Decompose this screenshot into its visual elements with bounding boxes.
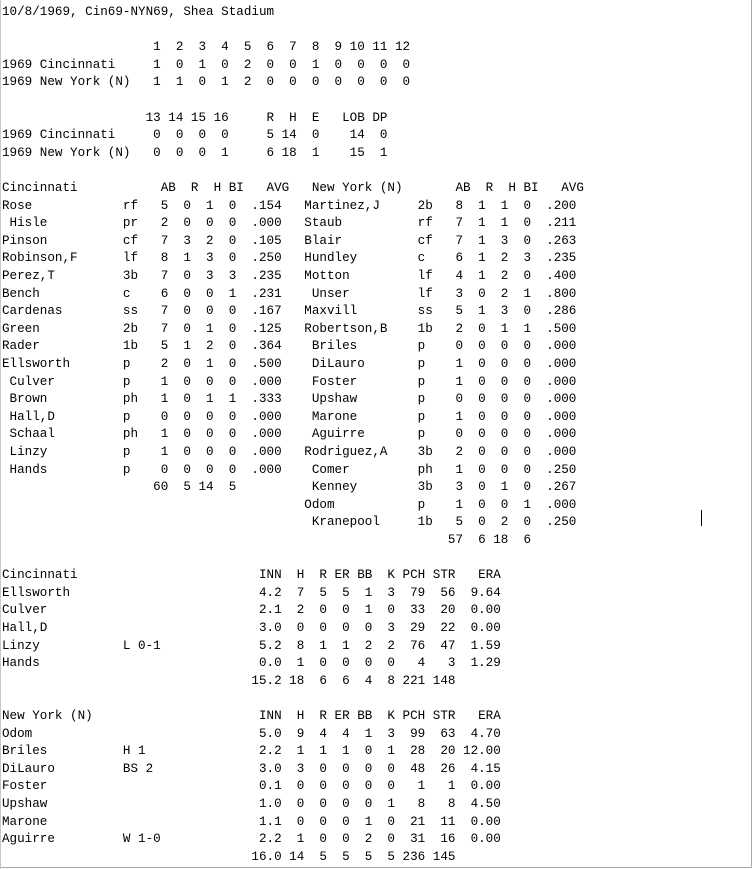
pitching-row: DiLauro BS 2 3.0 3 0 0 0 0 48 26 4.15 — [2, 761, 501, 776]
pitching-row: Culver 2.1 2 0 0 1 0 33 20 0.00 — [2, 603, 501, 618]
batting-header: Cincinnati AB R H BI AVG New York (N) AB R H BI AVG — [2, 181, 584, 195]
batting-row: Rader 1b 5 1 2 0 .364 Briles p 0 0 0 0 .000 — [2, 339, 577, 354]
batting-row: Ellsworth p 2 0 1 0 .500 DiLauro p 1 0 0 0 .000 — [2, 357, 577, 371]
pitching-row: Hands 0.0 1 0 0 0 0 4 3 1.29 — [2, 656, 501, 671]
batting-row: Kranepool 1b 5 0 2 0 .250 — [2, 515, 577, 530]
pitching-header-cincinnati: Cincinnati INN H R ER BB K PCH STR ERA — [2, 568, 501, 583]
batting-row: 60 5 14 5 Kenney 3b 3 0 1 0 .267 — [2, 480, 577, 495]
batting-row: Robinson,F lf 8 1 3 0 .250 Hundley c 6 1 2 3 .235 — [2, 251, 577, 266]
pitching-header-new-york: New York (N) INN H R ER BB K PCH STR ERA — [2, 709, 501, 723]
batting-row: Pinson cf 7 3 2 0 .105 Blair cf 7 1 3 0 .263 — [2, 233, 577, 248]
batting-row: Bench c 6 0 0 1 .231 Unser lf 3 0 2 1 .800 — [2, 286, 577, 301]
pitching-row: Briles H 1 2.2 1 1 1 0 1 28 20 12.00 — [2, 744, 501, 759]
batting-row: Linzy p 1 0 0 0 .000 Rodriguez,A 3b 2 0 0 0 .000 — [2, 445, 577, 459]
text-caret — [701, 510, 702, 526]
window-left-edge — [0, 0, 1, 869]
pitching-row: Ellsworth 4.2 7 5 5 1 3 79 56 9.64 — [2, 585, 501, 600]
pitching-row: Aguirre W 1-0 2.2 1 0 0 2 0 31 16 0.00 — [2, 832, 501, 847]
batting-row: Cardenas ss 7 0 0 0 .167 Maxvill ss 5 1 3 0 .286 — [2, 304, 577, 319]
pitching-row: Hall,D 3.0 0 0 0 0 3 29 22 0.00 — [2, 621, 501, 635]
linescore-extra-new-york: 1969 New York (N) 0 0 0 1 6 18 1 15 1 — [2, 145, 388, 160]
pitching-totals-cincinnati: 15.2 18 6 6 4 8 221 148 — [2, 673, 456, 688]
pitching-totals-new-york: 16.0 14 5 5 5 5 236 145 — [2, 849, 456, 864]
batting-row: Perez,T 3b 7 0 3 3 .235 Motton lf 4 1 2 0 .400 — [2, 269, 577, 283]
batting-row: Brown ph 1 0 1 1 .333 Upshaw p 0 0 0 0 .000 — [2, 392, 577, 407]
batting-row: Green 2b 7 0 1 0 .125 Robertson,B 1b 2 0 1 1 .500 — [2, 321, 577, 336]
batting-row: Rose rf 5 0 1 0 .154 Martinez,J 2b 8 1 1 0 .200 — [2, 198, 577, 213]
batting-row: Hands p 0 0 0 0 .000 Comer ph 1 0 0 0 .250 — [2, 462, 577, 477]
pitching-row: Marone 1.1 0 0 0 1 0 21 11 0.00 — [2, 814, 501, 829]
linescore-innings-header: 1 2 3 4 5 6 7 8 9 10 11 12 — [2, 40, 411, 55]
batting-row: Hall,D p 0 0 0 0 .000 Marone p 1 0 0 0 .000 — [2, 409, 577, 424]
linescore-extra-header: 13 14 15 16 R H E LOB DP — [2, 110, 388, 125]
batting-row: Culver p 1 0 0 0 .000 Foster p 1 0 0 0 .000 — [2, 374, 577, 389]
pitching-row: Foster 0.1 0 0 0 0 0 1 1 0.00 — [2, 779, 501, 794]
pitching-row: Upshaw 1.0 0 0 0 0 1 8 8 4.50 — [2, 797, 501, 811]
batting-row: Schaal ph 1 0 0 0 .000 Aguirre p 0 0 0 0 .000 — [2, 427, 577, 442]
batting-totals-new-york: 57 6 18 6 — [2, 533, 532, 547]
linescore-new-york: 1969 New York (N) 1 1 0 1 2 0 0 0 0 0 0 0 — [2, 75, 411, 90]
pitching-row: Odom 5.0 9 4 4 1 3 99 63 4.70 — [2, 726, 501, 741]
pitching-row: Linzy L 0-1 5.2 8 1 1 2 2 76 47 1.59 — [2, 638, 501, 653]
batting-row: Odom p 1 0 0 1 .000 — [2, 497, 577, 512]
linescore-cincinnati: 1969 Cincinnati 1 0 1 0 2 0 0 1 0 0 0 0 — [2, 57, 411, 72]
linescore-extra-cincinnati: 1969 Cincinnati 0 0 0 0 5 14 0 14 0 — [2, 128, 388, 143]
batting-row: Hisle pr 2 0 0 0 .000 Staub rf 7 1 1 0 .211 — [2, 216, 577, 231]
game-header-line: 10/8/1969, Cin69-NYN69, Shea Stadium — [2, 5, 275, 19]
